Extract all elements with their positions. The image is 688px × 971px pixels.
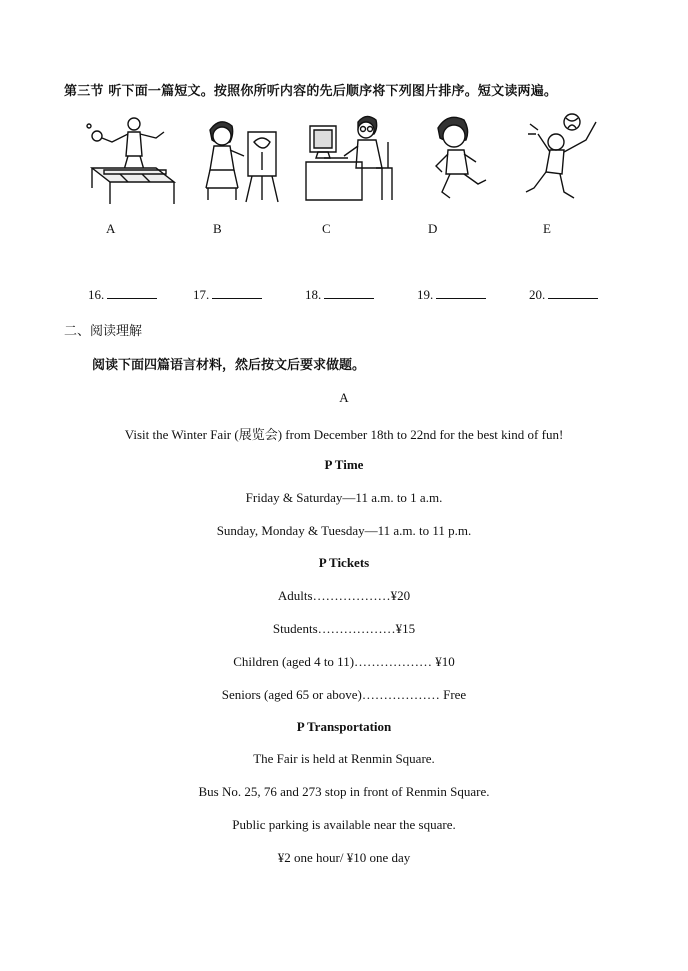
answer-blank-17[interactable]: 17. bbox=[193, 287, 262, 303]
answer-blank-20[interactable]: 20. bbox=[529, 287, 598, 303]
tickets-heading: P Tickets bbox=[318, 555, 370, 570]
picture-label-c: C bbox=[322, 221, 331, 236]
transport-parking-fee: ¥2 one hour/ ¥10 one day bbox=[277, 850, 411, 865]
ticket-children: Children (aged 4 to 11)……………… ¥10 bbox=[233, 654, 455, 669]
boy-running-icon bbox=[420, 112, 512, 208]
transport-heading: P Transportation bbox=[296, 719, 392, 734]
transport-location: The Fair is held at Renmin Square. bbox=[253, 751, 435, 766]
answer-blank-16[interactable]: 16. bbox=[88, 287, 157, 303]
transport-parking: Public parking is available near the square. bbox=[232, 817, 456, 832]
ticket-seniors: Seniors (aged 65 or above)……………… Free bbox=[221, 687, 467, 702]
ping-pong-player-icon bbox=[84, 112, 176, 208]
picture-label-a: A bbox=[106, 221, 116, 236]
boy-computer-icon bbox=[304, 112, 396, 208]
answer-blank-18[interactable]: 18. bbox=[305, 287, 374, 303]
ticket-adults: Adults………………¥20 bbox=[277, 588, 411, 603]
transport-bus: Bus No. 25, 76 and 273 stop in front of Renmin Square. bbox=[198, 784, 490, 799]
time-line-weekend: Friday & Saturday—11 a.m. to 1 a.m. bbox=[245, 490, 443, 505]
section2-instruction: 阅读下面四篇语言材料，然后按文后要求做题。 bbox=[92, 358, 366, 373]
section2-heading: 二、阅读理解 bbox=[64, 324, 143, 339]
picture-label-b: B bbox=[213, 221, 222, 236]
passage-letter: A bbox=[339, 390, 349, 405]
answer-blank-19[interactable]: 19. bbox=[417, 287, 486, 303]
picture-label-e: E bbox=[543, 221, 551, 236]
time-line-weekday: Sunday, Monday & Tuesday—11 a.m. to 11 p.m. bbox=[216, 523, 472, 538]
time-heading: P Time bbox=[324, 457, 364, 472]
picture-label-d: D bbox=[428, 221, 438, 236]
volleyball-player-icon bbox=[516, 112, 608, 208]
section3-title: 第三节 听下面一篇短文。按照你所听内容的先后顺序将下列图片排序。短文读两遍。 bbox=[64, 84, 558, 99]
ticket-students: Students………………¥15 bbox=[272, 621, 416, 636]
passage-intro: Visit the Winter Fair (展览会) from December 18th to 22nd for the best kind of fun! bbox=[124, 427, 564, 442]
boy-painting-icon bbox=[198, 112, 290, 208]
